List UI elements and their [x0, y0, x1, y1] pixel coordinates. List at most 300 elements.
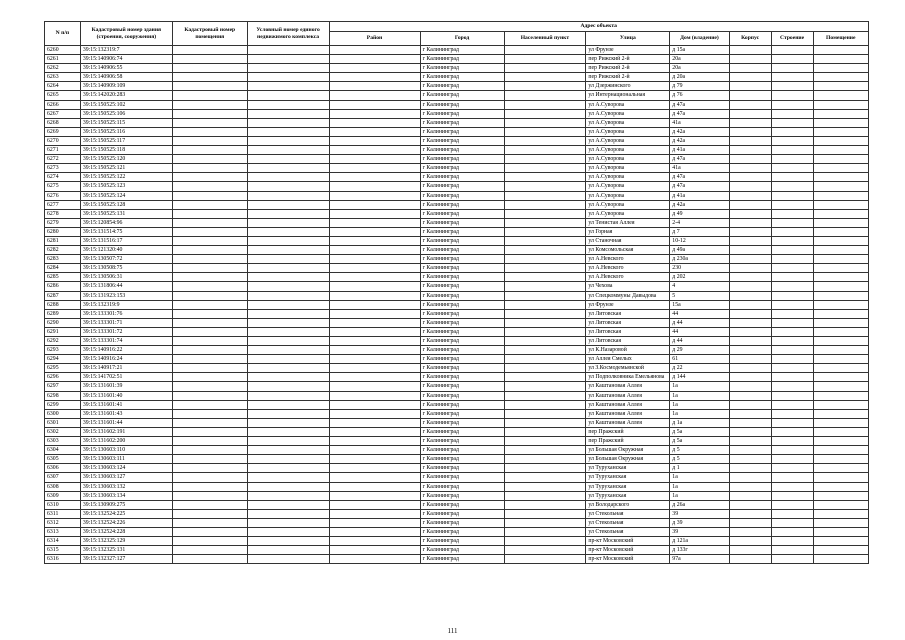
- cell-house: д 1: [670, 464, 729, 473]
- cell-cadastral-premises: [172, 509, 247, 518]
- cell-district: [329, 318, 420, 327]
- cell-num: 6272: [45, 155, 81, 164]
- header-address-group: Адрес объекта: [329, 22, 869, 32]
- cell-num: 6293: [45, 346, 81, 355]
- cell-city: г Калининград: [420, 118, 504, 127]
- cell-structure: [771, 518, 813, 527]
- cell-city: г Калининград: [420, 127, 504, 136]
- cell-conditional-complex: [247, 136, 329, 145]
- cell-district: [329, 464, 420, 473]
- cell-settlement: [504, 255, 586, 264]
- header-settlement: Населенный пункт: [504, 32, 586, 46]
- cell-cadastral-premises: [172, 73, 247, 82]
- cell-structure: [771, 155, 813, 164]
- cell-building: [729, 527, 771, 536]
- cell-num: 6291: [45, 327, 81, 336]
- cell-district: [329, 473, 420, 482]
- cell-conditional-complex: [247, 55, 329, 64]
- cell-street: ул Володарского: [586, 500, 670, 509]
- table-row: [45, 327, 869, 336]
- cell-city: г Калининград: [420, 218, 504, 227]
- cell-num: 6265: [45, 91, 81, 100]
- cell-structure: [771, 409, 813, 418]
- table-row: [45, 473, 869, 482]
- cell-street: ул А.Суворова: [586, 173, 670, 182]
- cell-room: [813, 327, 868, 336]
- cell-cadastral-premises: [172, 136, 247, 145]
- cell-building: [729, 427, 771, 436]
- cell-house: 44: [670, 327, 729, 336]
- cell-settlement: [504, 491, 586, 500]
- cell-cadastral-building: 39:15:140906:74: [80, 55, 172, 64]
- cell-street: ул А.Суворова: [586, 136, 670, 145]
- cell-street: ул А.Суворова: [586, 146, 670, 155]
- cell-district: [329, 200, 420, 209]
- cell-conditional-complex: [247, 382, 329, 391]
- cell-cadastral-premises: [172, 555, 247, 564]
- cell-cadastral-premises: [172, 327, 247, 336]
- cell-cadastral-building: 39:15:131516:17: [80, 236, 172, 245]
- cell-settlement: [504, 446, 586, 455]
- cell-cadastral-premises: [172, 382, 247, 391]
- cell-cadastral-premises: [172, 155, 247, 164]
- cell-structure: [771, 46, 813, 55]
- cell-settlement: [504, 337, 586, 346]
- cell-structure: [771, 200, 813, 209]
- cell-city: г Калининград: [420, 327, 504, 336]
- cell-conditional-complex: [247, 173, 329, 182]
- cell-street: ул Туруханская: [586, 482, 670, 491]
- cell-street: ул А.Суворова: [586, 191, 670, 200]
- cell-conditional-complex: [247, 91, 329, 100]
- cell-settlement: [504, 355, 586, 364]
- cell-building: [729, 191, 771, 200]
- cell-num: 6280: [45, 227, 81, 236]
- cell-settlement: [504, 264, 586, 273]
- cell-room: [813, 82, 868, 91]
- table-row: [45, 291, 869, 300]
- cell-cadastral-building: 39:15:130603:132: [80, 482, 172, 491]
- cell-structure: [771, 364, 813, 373]
- cell-structure: [771, 191, 813, 200]
- cell-street: ул А.Суворова: [586, 127, 670, 136]
- cell-conditional-complex: [247, 264, 329, 273]
- cell-settlement: [504, 373, 586, 382]
- cell-building: [729, 155, 771, 164]
- cell-num: 6262: [45, 64, 81, 73]
- cell-structure: [771, 91, 813, 100]
- cell-building: [729, 118, 771, 127]
- cell-room: [813, 191, 868, 200]
- cell-conditional-complex: [247, 82, 329, 91]
- cell-street: ул Литовская: [586, 337, 670, 346]
- cell-structure: [771, 537, 813, 546]
- table-row: [45, 518, 869, 527]
- cell-district: [329, 127, 420, 136]
- cell-cadastral-building: 39:15:130603:111: [80, 455, 172, 464]
- cell-settlement: [504, 236, 586, 245]
- table-row: [45, 309, 869, 318]
- cell-house: д 5: [670, 455, 729, 464]
- cell-settlement: [504, 46, 586, 55]
- cell-district: [329, 518, 420, 527]
- cell-district: [329, 109, 420, 118]
- cell-district: [329, 173, 420, 182]
- cell-building: [729, 173, 771, 182]
- cell-num: 6278: [45, 209, 81, 218]
- cell-settlement: [504, 346, 586, 355]
- cell-street: ул А.Суворова: [586, 164, 670, 173]
- cell-city: г Калининград: [420, 455, 504, 464]
- cell-cadastral-premises: [172, 146, 247, 155]
- cell-house: д 15а: [670, 46, 729, 55]
- table-row: [45, 118, 869, 127]
- table-row: [45, 509, 869, 518]
- cell-street: ул Фрунзе: [586, 300, 670, 309]
- cell-building: [729, 182, 771, 191]
- cell-street: пер Рижский 2-й: [586, 73, 670, 82]
- cell-conditional-complex: [247, 446, 329, 455]
- cell-city: г Калининград: [420, 227, 504, 236]
- cell-building: [729, 546, 771, 555]
- cell-city: г Калининград: [420, 164, 504, 173]
- cell-cadastral-building: 39:15:133301:72: [80, 327, 172, 336]
- cell-structure: [771, 482, 813, 491]
- table-row: [45, 82, 869, 91]
- cell-house: д 7: [670, 227, 729, 236]
- cell-cadastral-building: 39:15:132325:129: [80, 537, 172, 546]
- cell-settlement: [504, 182, 586, 191]
- cell-conditional-complex: [247, 118, 329, 127]
- cell-house: д 47а: [670, 173, 729, 182]
- cell-building: [729, 537, 771, 546]
- cell-building: [729, 236, 771, 245]
- cell-settlement: [504, 164, 586, 173]
- cell-conditional-complex: [247, 337, 329, 346]
- cell-conditional-complex: [247, 273, 329, 282]
- cell-room: [813, 118, 868, 127]
- cell-house: д 121а: [670, 537, 729, 546]
- cell-settlement: [504, 173, 586, 182]
- cell-num: 6274: [45, 173, 81, 182]
- cell-house: д 47а: [670, 100, 729, 109]
- cell-num: 6282: [45, 246, 81, 255]
- cell-settlement: [504, 391, 586, 400]
- cell-district: [329, 282, 420, 291]
- cell-conditional-complex: [247, 364, 329, 373]
- table-row: [45, 555, 869, 564]
- cell-conditional-complex: [247, 64, 329, 73]
- cell-num: 6275: [45, 182, 81, 191]
- cell-city: г Калининград: [420, 46, 504, 55]
- cell-settlement: [504, 555, 586, 564]
- cell-district: [329, 346, 420, 355]
- cell-building: [729, 337, 771, 346]
- header-district: Район: [329, 32, 420, 46]
- cell-structure: [771, 136, 813, 145]
- cell-city: г Калининград: [420, 55, 504, 64]
- cell-street: ул Каштановая Аллея: [586, 382, 670, 391]
- cell-city: г Калининград: [420, 500, 504, 509]
- cell-building: [729, 555, 771, 564]
- cell-city: г Калининград: [420, 473, 504, 482]
- table-row: [45, 446, 869, 455]
- cell-house: д 5: [670, 446, 729, 455]
- cell-settlement: [504, 464, 586, 473]
- header-building: Корпус: [729, 32, 771, 46]
- cell-cadastral-building: 39:15:130603:134: [80, 491, 172, 500]
- cell-city: г Калининград: [420, 464, 504, 473]
- cell-district: [329, 546, 420, 555]
- cell-room: [813, 437, 868, 446]
- cell-city: г Калининград: [420, 300, 504, 309]
- cell-house: 1а: [670, 400, 729, 409]
- cell-district: [329, 527, 420, 536]
- cell-city: г Калининград: [420, 355, 504, 364]
- cell-cadastral-premises: [172, 400, 247, 409]
- register-table: [44, 21, 869, 564]
- cell-cadastral-building: 39:15:131601:43: [80, 409, 172, 418]
- table-row: [45, 246, 869, 255]
- cell-structure: [771, 227, 813, 236]
- table-row: [45, 209, 869, 218]
- cell-room: [813, 55, 868, 64]
- cell-conditional-complex: [247, 464, 329, 473]
- table-row: [45, 391, 869, 400]
- cell-cadastral-building: 39:15:131514:75: [80, 227, 172, 236]
- cell-city: г Калининград: [420, 391, 504, 400]
- cell-settlement: [504, 518, 586, 527]
- cell-cadastral-premises: [172, 264, 247, 273]
- cell-cadastral-premises: [172, 309, 247, 318]
- cell-street: ул Станочная: [586, 236, 670, 245]
- cell-num: 6295: [45, 364, 81, 373]
- cell-street: пер Рижский 2-й: [586, 64, 670, 73]
- cell-district: [329, 427, 420, 436]
- cell-cadastral-building: 39:15:130603:127: [80, 473, 172, 482]
- cell-house: д 79: [670, 82, 729, 91]
- cell-city: г Калининград: [420, 82, 504, 91]
- cell-settlement: [504, 200, 586, 209]
- cell-num: 6284: [45, 264, 81, 273]
- cell-room: [813, 136, 868, 145]
- cell-street: пр-кт Московский: [586, 555, 670, 564]
- cell-district: [329, 355, 420, 364]
- cell-house: 61: [670, 355, 729, 364]
- cell-street: ул Каштановая Аллея: [586, 400, 670, 409]
- cell-building: [729, 364, 771, 373]
- table-row: [45, 382, 869, 391]
- cell-structure: [771, 418, 813, 427]
- cell-cadastral-building: 39:15:150525:122: [80, 173, 172, 182]
- cell-cadastral-premises: [172, 236, 247, 245]
- cell-room: [813, 364, 868, 373]
- cell-structure: [771, 346, 813, 355]
- cell-settlement: [504, 318, 586, 327]
- cell-house: д 230а: [670, 255, 729, 264]
- cell-room: [813, 164, 868, 173]
- cell-room: [813, 146, 868, 155]
- cell-conditional-complex: [247, 127, 329, 136]
- cell-city: г Калининград: [420, 136, 504, 145]
- cell-cadastral-premises: [172, 100, 247, 109]
- cell-num: 6261: [45, 55, 81, 64]
- table-row: [45, 273, 869, 282]
- cell-conditional-complex: [247, 255, 329, 264]
- cell-city: г Калининград: [420, 364, 504, 373]
- cell-cadastral-premises: [172, 318, 247, 327]
- cell-structure: [771, 73, 813, 82]
- cell-house: д 133г: [670, 546, 729, 555]
- header-city: Город: [420, 32, 504, 46]
- cell-city: г Калининград: [420, 437, 504, 446]
- cell-room: [813, 355, 868, 364]
- table-row: [45, 282, 869, 291]
- cell-structure: [771, 182, 813, 191]
- cell-district: [329, 491, 420, 500]
- cell-house: д 42а: [670, 200, 729, 209]
- cell-structure: [771, 509, 813, 518]
- cell-cadastral-building: 39:15:133301:76: [80, 309, 172, 318]
- cell-num: 6287: [45, 291, 81, 300]
- cell-district: [329, 191, 420, 200]
- cell-room: [813, 200, 868, 209]
- cell-room: [813, 255, 868, 264]
- cell-room: [813, 46, 868, 55]
- cell-cadastral-premises: [172, 246, 247, 255]
- cell-cadastral-premises: [172, 346, 247, 355]
- cell-street: ул А.Суворова: [586, 200, 670, 209]
- cell-cadastral-premises: [172, 300, 247, 309]
- cell-district: [329, 146, 420, 155]
- cell-conditional-complex: [247, 391, 329, 400]
- cell-district: [329, 218, 420, 227]
- cell-district: [329, 246, 420, 255]
- cell-street: ул Комсомольская: [586, 246, 670, 255]
- cell-room: [813, 373, 868, 382]
- cell-room: [813, 509, 868, 518]
- cell-cadastral-premises: [172, 373, 247, 382]
- cell-settlement: [504, 537, 586, 546]
- cell-num: 6264: [45, 82, 81, 91]
- cell-structure: [771, 146, 813, 155]
- cell-settlement: [504, 382, 586, 391]
- cell-street: ул Каштановая Аллея: [586, 409, 670, 418]
- cell-cadastral-premises: [172, 127, 247, 136]
- cell-room: [813, 391, 868, 400]
- cell-street: ул Тенистая Аллея: [586, 218, 670, 227]
- cell-num: 6302: [45, 427, 81, 436]
- cell-city: г Калининград: [420, 446, 504, 455]
- cell-house: д 47а: [670, 182, 729, 191]
- cell-district: [329, 400, 420, 409]
- cell-cadastral-building: 39:15:150525:124: [80, 191, 172, 200]
- cell-city: г Калининград: [420, 255, 504, 264]
- table-row: [45, 418, 869, 427]
- cell-building: [729, 164, 771, 173]
- cell-cadastral-premises: [172, 337, 247, 346]
- cell-building: [729, 91, 771, 100]
- cell-house: д 202: [670, 273, 729, 282]
- cell-house: 4: [670, 282, 729, 291]
- cell-cadastral-building: 39:15:133301:71: [80, 318, 172, 327]
- cell-city: г Калининград: [420, 373, 504, 382]
- cell-street: ул К.Назаровой: [586, 346, 670, 355]
- cell-street: ул Туруханская: [586, 464, 670, 473]
- cell-settlement: [504, 500, 586, 509]
- cell-street: ул А.Суворова: [586, 109, 670, 118]
- cell-cadastral-premises: [172, 118, 247, 127]
- cell-settlement: [504, 509, 586, 518]
- cell-street: пер Пражский: [586, 437, 670, 446]
- cell-room: [813, 155, 868, 164]
- cell-street: ул Чехова: [586, 282, 670, 291]
- cell-settlement: [504, 309, 586, 318]
- cell-num: 6288: [45, 300, 81, 309]
- cell-house: д 5а: [670, 427, 729, 436]
- cell-house: 1а: [670, 482, 729, 491]
- cell-building: [729, 391, 771, 400]
- cell-num: 6267: [45, 109, 81, 118]
- cell-structure: [771, 273, 813, 282]
- cell-settlement: [504, 482, 586, 491]
- cell-cadastral-premises: [172, 218, 247, 227]
- table-row: [45, 537, 869, 546]
- cell-district: [329, 236, 420, 245]
- cell-district: [329, 91, 420, 100]
- cell-structure: [771, 446, 813, 455]
- cell-street: ул Дзержинского: [586, 82, 670, 91]
- cell-conditional-complex: [247, 500, 329, 509]
- table-row: [45, 173, 869, 182]
- cell-cadastral-building: 39:15:150525:115: [80, 118, 172, 127]
- cell-structure: [771, 109, 813, 118]
- cell-settlement: [504, 227, 586, 236]
- table-row: [45, 500, 869, 509]
- cell-house: д 41а: [670, 191, 729, 200]
- cell-settlement: [504, 300, 586, 309]
- cell-house: д 49а: [670, 246, 729, 255]
- cell-street: ул Стекольная: [586, 527, 670, 536]
- cell-district: [329, 264, 420, 273]
- cell-structure: [771, 64, 813, 73]
- cell-cadastral-building: 39:15:150525:123: [80, 182, 172, 191]
- cell-street: ул А.Невского: [586, 264, 670, 273]
- cell-structure: [771, 55, 813, 64]
- cell-cadastral-premises: [172, 473, 247, 482]
- cell-house: 41а: [670, 164, 729, 173]
- cell-room: [813, 537, 868, 546]
- cell-house: д 41а: [670, 146, 729, 155]
- cell-conditional-complex: [247, 246, 329, 255]
- cell-structure: [771, 82, 813, 91]
- cell-num: 6300: [45, 409, 81, 418]
- cell-conditional-complex: [247, 291, 329, 300]
- cell-room: [813, 273, 868, 282]
- table-row: [45, 337, 869, 346]
- cell-settlement: [504, 527, 586, 536]
- cell-room: [813, 64, 868, 73]
- cell-num: 6296: [45, 373, 81, 382]
- cell-room: [813, 518, 868, 527]
- cell-num: 6306: [45, 464, 81, 473]
- cell-conditional-complex: [247, 191, 329, 200]
- table-row: [45, 409, 869, 418]
- cell-settlement: [504, 55, 586, 64]
- cell-cadastral-building: 39:15:121320:40: [80, 246, 172, 255]
- cell-conditional-complex: [247, 209, 329, 218]
- cell-district: [329, 418, 420, 427]
